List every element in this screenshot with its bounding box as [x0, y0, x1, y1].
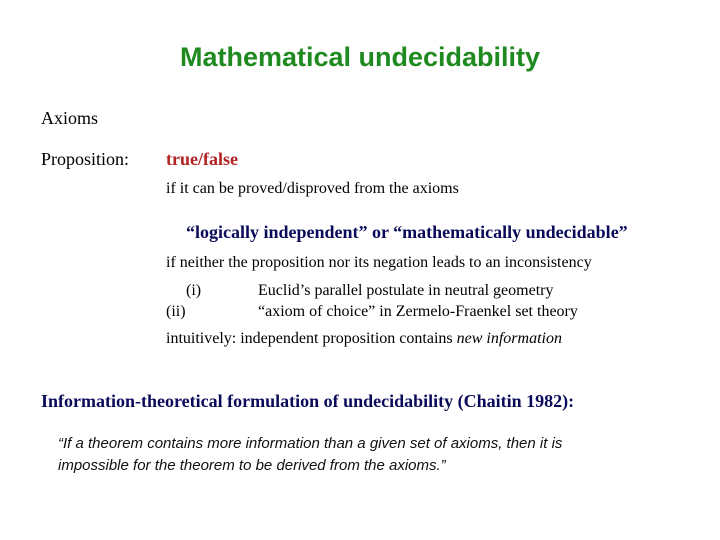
intuitive-emphasis: new information	[456, 330, 562, 347]
example-text: Euclid’s parallel postulate in neutral geometry	[258, 282, 554, 299]
proved-line: if it can be proved/disproved from the axioms	[166, 180, 459, 197]
example-number: (i)	[186, 282, 202, 299]
example-number: (ii)	[166, 303, 186, 320]
true-false-text: true/false	[166, 149, 238, 169]
intuitive-prefix: intuitively: independent proposition contains	[166, 330, 453, 347]
slide-title: Mathematical undecidability	[179, 42, 541, 72]
quote-line: impossible for the theorem to be derived from the axioms.”	[58, 457, 446, 474]
axioms-label: Axioms	[41, 108, 99, 128]
proposition-label: Proposition:	[41, 149, 130, 169]
intuitive-line	[166, 330, 562, 348]
quote-line: “If a theorem contains more information than a given set of axioms, then it is	[58, 435, 563, 452]
info-theory-heading: Information-theoretical formulation of undecidability (Chaitin 1982):	[41, 391, 575, 411]
independent-heading: “logically independent” or “mathematically undecidable”	[186, 222, 628, 242]
negation-line: if neither the proposition nor its negation leads to an inconsistency	[166, 254, 592, 271]
chaitin-quote	[58, 433, 658, 477]
example-text: “axiom of choice” in Zermelo-Fraenkel set theory	[258, 303, 578, 320]
